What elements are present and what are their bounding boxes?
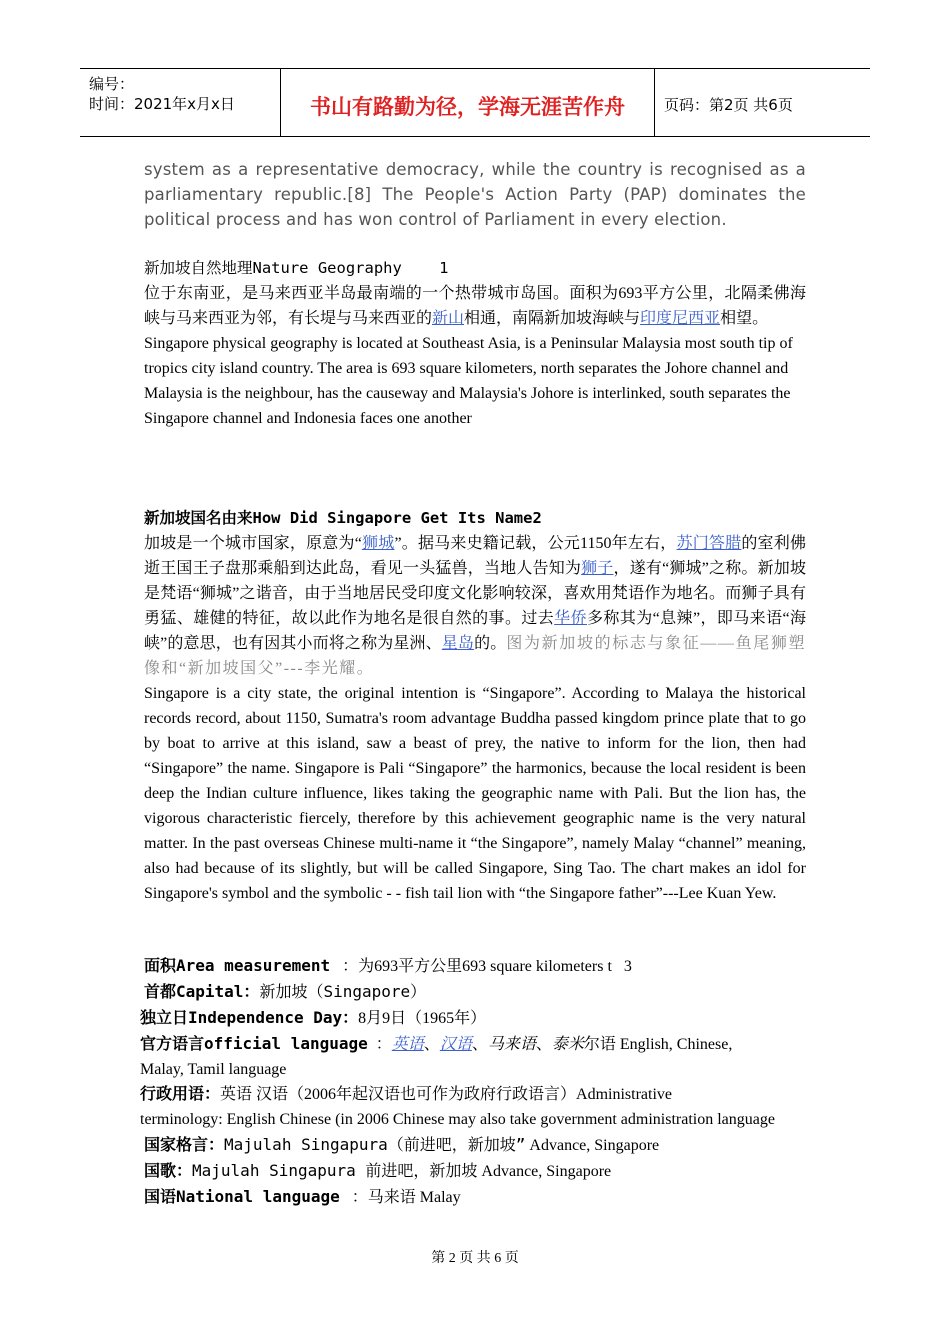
intro-paragraph: system as a representative democracy, while the country is recognised as a parliamentary republic.[8] The People's Action Party (PAP) dominates the political process and has won control of Parliament in every election. [144,160,806,229]
fact-motto [140,1132,820,1158]
fact-motto-label: 国家格言： [144,1137,225,1154]
fact-independence-value: 8月9日（1965年） [358,1010,487,1027]
header-motto-cell [281,69,655,136]
link-huaqiao[interactable]: 华侨 [554,610,587,627]
name-origin-cn-text: 的室利佛逝王国王子盘那乘船到达此岛，看见一头猛兽，当地人告知为 [144,535,806,577]
header-meta-cell [80,69,281,136]
fact-anthem-value: Majulah Singapura 前进吧，新加坡 [192,1161,478,1180]
geography-cn-text: 相望。 [720,310,769,327]
link-xingdao[interactable]: 星岛 [441,635,475,652]
fact-motto-value-en: Advance, Singapore [525,1137,660,1154]
fact-natlang-value-en: Malay [415,1189,461,1206]
link-indonesia[interactable]: 印度尼西亚 [640,310,721,327]
fact-official-language: 官方语言official language ：英语、汉语、马来语、泰米尔语 English, Chinese, [140,1034,733,1053]
geography-en-paragraph: Singapore physical geography is located at Southeast Asia, is a Peninsular Malaysia most south tip of tropics city island country. The area is 693 square kilometers, north separates the Johore channel and Malaysia is the neighbour, has the causeway and Malaysia's Johore is interlinked, south separates the Singapore channel and Indonesia faces one another [144,335,793,427]
fact-capital-value: 新加坡（Singapore） [259,982,427,1001]
geography-section [144,256,806,431]
fact-admin-value: 英语 汉语（2006年起汉语也可作为政府行政语言）Administrative [220,1086,673,1103]
fact-admin-language [140,1082,820,1107]
name-origin-cn-text: 加坡是一个城市国家，原意为“ [144,535,362,552]
fact-admin-label: 行政用语： [140,1086,221,1103]
name-origin-caption: 图为新加坡的标志与象征——鱼尾狮塑像和“新加坡国父”---李光耀。 [144,635,806,677]
name-origin-cn-text: 多称其为“息辣”，即马来语“海峡”的意思，也有因其小而将之称为星洲、 [144,610,806,652]
geography-heading-cn: 新加坡自然地理 [144,259,253,277]
fact-anthem [140,1158,820,1184]
motto: 书山有路勤为径，学海无涯苦作舟 [310,95,625,119]
fact-anthem-value-en: Advance, Singapore [477,1163,612,1180]
fact-area-label-cn: 面积 [144,956,177,975]
fact-area [140,953,820,979]
fact-motto-value: Majulah Singapura（前进吧，新加坡” [224,1135,526,1154]
name-origin-cn-paragraph [144,531,806,681]
fact-official-language-label: 官方语言official language [140,1034,368,1053]
fact-official-language-sep: ： [375,1036,392,1053]
lang-malay: 马来语 [487,1036,536,1053]
page-header [80,68,870,137]
header-page-cell [655,69,870,136]
name-origin-cn-text: ”。据马来史籍记载，公元1150年左右， [394,535,677,552]
name-origin-cn-text: 的。 [474,635,507,652]
date-label: 时间：2021年x月x日 [89,95,235,113]
fact-national-language [140,1184,820,1210]
link-shicheng[interactable]: 狮城 [361,535,395,552]
fact-admin-language-cont: terminology: English Chinese (in 2006 Chinese may also take government administration language [140,1111,775,1128]
name-origin-heading-en: How Did Singapore Get Its Name2 [252,509,542,527]
name-origin-heading [144,506,806,531]
link-shizi[interactable]: 狮子 [581,560,614,577]
page-label: 页码：第2页 共6页 [664,96,793,114]
fact-natlang-value: ：马来语 [347,1189,416,1206]
geography-heading-num: 1 [439,259,449,277]
geography-heading [144,256,806,281]
link-english[interactable]: 英语 [391,1036,424,1053]
link-chinese[interactable]: 汉语 [439,1036,472,1053]
facts-list [140,953,820,1210]
lang-tamil-prefix: 泰米 [551,1036,584,1053]
name-origin-en-paragraph: Singapore is a city state, the original intention is “Singapore”. According to Malaya the historical records record, about 1150, Sumatra's room advantage Buddha passed kingdom prince plate that to go by boat to arrive at this island, saw a beast of prey, the native to inform for the lion, then had “Singapore” the name. Singapore is Pali “Singapore” the harmonics, because the local resident is been deep the Indian culture influence, likes taking the geographic name with Pali. But the lion has, the vigorous characteristic fiercely, therefore by this achievement geographic name is the very natural matter. In the past overseas Chinese multi-name it “the Singapore”, namely Malay “channel” meaning, also had because of its slightly, but will be called Singapore, Sing Tao. The chart makes an idol for Singapore's symbol and the symbolic - - fish tail lion with “the Singapore father”---Lee Kuan Yew. [144,685,806,902]
fact-independence-label: 独立日Independence Day： [140,1008,359,1027]
geography-cn-text: 相通，南隔新加坡海峡与 [464,310,641,327]
geography-cn-text: 位于东南亚，是马来西亚半岛最南端的一个热带城市岛国。面积为693平方公里，北隔柔佛海峡与马来西亚为邻，有长堤与马来西亚的 [144,285,806,327]
fact-independence [140,1005,820,1031]
fact-capital-label: 首都Capital： [144,982,260,1001]
geography-heading-en: Nature Geography [252,259,402,277]
number-label: 编号： [89,75,135,93]
link-xinshan[interactable]: 新山 [432,310,465,327]
fact-official-language-en: English, Chinese, [615,1036,733,1053]
fact-capital [140,979,820,1005]
geography-cn-paragraph [144,281,806,331]
lang-tamil-rest: 尔语 [583,1036,616,1053]
fact-area-label-en: Area measurement [176,956,331,975]
link-sumenda[interactable]: 苏门答腊 [676,535,742,552]
fact-official-language-cont: Malay, Tamil language [140,1061,287,1078]
name-origin-cn-text: ，遂有“狮城”之称。新加坡是梵语“狮城”之谐音，由于当地居民受印度文化影响较深，喜欢用梵语作为地名。而狮子具有勇猛、雄健的特征，故以此作为地名是很自然的事。过去 [144,560,806,627]
fact-area-num: 3 [623,958,632,975]
fact-anthem-label: 国歌： [144,1163,193,1180]
name-origin-section [144,506,806,906]
page-footer: 第 2 页 共 6 页 [431,1251,519,1266]
name-origin-heading-cn: 新加坡国名由来 [144,509,253,527]
fact-area-value: ：为693平方公里693 square kilometers t [342,958,612,975]
fact-natlang-label: 国语National language [144,1187,340,1206]
